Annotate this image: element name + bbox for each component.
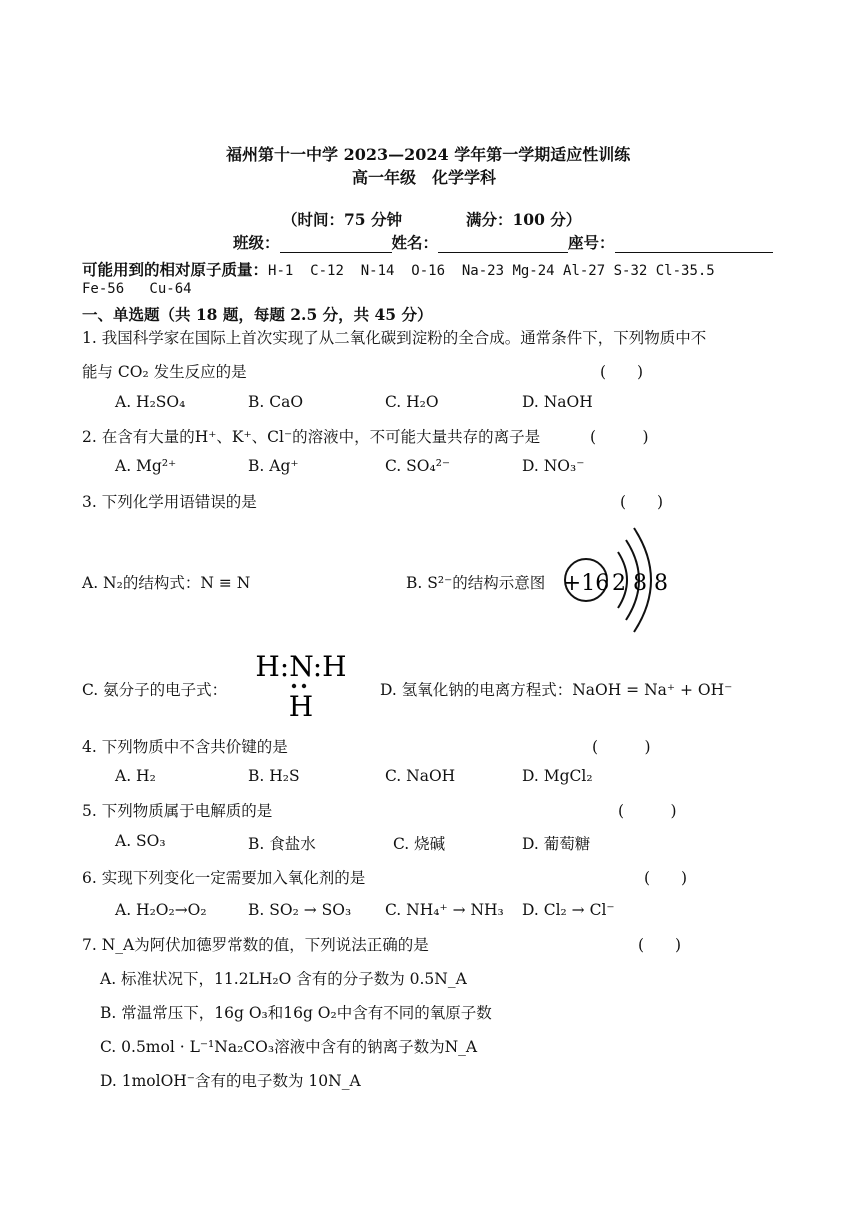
q5-option-a: A. SO₃ (115, 832, 166, 850)
q3-option-a: A. N₂的结构式：N ≡ N (82, 574, 251, 592)
q3-option-c: C. 氨分子的电子式： (82, 681, 228, 699)
q6-answer-paren: ( ) (644, 869, 688, 887)
q5-option-b: B. 食盐水 (248, 835, 316, 853)
q7-option-a: A. 标准状况下，11.2LH₂O 含有的分子数为 0.5N_A (100, 970, 467, 988)
q3-option-d: D. 氢氧化钠的电离方程式：NaOH = Na⁺ + OH⁻ (380, 681, 733, 699)
q2-answer-paren: ( ) (590, 428, 649, 446)
atomic-mass-label: 可能用到的相对原子质量： (82, 260, 269, 279)
q6-option-b: B. SO₂ → SO₃ (248, 901, 352, 919)
student-info-row (233, 231, 773, 253)
q7-stem: 7. N_A为阿伏加德罗常数的值，下列说法正确的是 (82, 936, 429, 954)
q6-stem: 6. 实现下列变化一定需要加入氧化剂的是 (82, 869, 366, 887)
q3-stem: 3. 下列化学用语错误的是 (82, 493, 257, 511)
q1-answer-paren: ( ) (600, 363, 644, 381)
q4-option-a: A. H₂ (115, 767, 156, 785)
q1-option-b: B. CaO (248, 393, 304, 411)
atomic-mass-line1: H-1 C-12 N-14 O-16 Na-23 Mg-24 Al-27 S-32 Cl-35.5 (268, 263, 715, 279)
section-heading: 一、单选题（共 18 题，每题 2.5 分，共 45 分） (82, 305, 433, 324)
seat-label: 座号： (568, 233, 615, 252)
q6-option-d: D. Cl₂ → Cl⁻ (522, 901, 615, 919)
q5-stem: 5. 下列物质属于电解质的是 (82, 802, 273, 820)
q5-option-d: D. 葡萄糖 (522, 835, 591, 853)
time-limit: （时间：75 分钟 (282, 210, 402, 229)
atomic-mass-row (82, 258, 715, 280)
nucleus-charge: +16 (562, 571, 610, 596)
q5-answer-paren: ( ) (618, 802, 677, 820)
lone-pair-dot (302, 684, 306, 688)
lewis-bottom-h: H (288, 690, 314, 720)
lewis-main-row: H:N:H (255, 650, 347, 683)
q4-answer-paren: ( ) (592, 738, 651, 756)
q5-option-c: C. 烧碱 (393, 835, 446, 853)
q2-option-b: B. Ag⁺ (248, 457, 299, 475)
shell-electrons: 2 8 8 (612, 571, 668, 596)
name-blank[interactable] (438, 236, 568, 253)
full-score: 满分：100 分） (466, 210, 582, 229)
q1-stem-line1: 1. 我国科学家在国际上首次实现了从二氧化碳到淀粉的全合成。通常条件下，下列物质中不 (82, 329, 707, 347)
q1-stem-line2: 能与 CO₂ 发生反应的是 (82, 363, 247, 381)
lone-pair-dot (292, 684, 296, 688)
q6-option-c: C. NH₄⁺ → NH₃ (385, 901, 504, 919)
q2-option-c: C. SO₄²⁻ (385, 457, 451, 475)
name-label: 姓名： (391, 233, 439, 252)
q7-answer-paren: ( ) (638, 936, 682, 954)
q2-stem: 2. 在含有大量的H⁺、K⁺、Cl⁻的溶液中，不可能大量共存的离子是 (82, 428, 541, 446)
sulfide-ion-structure-diagram (560, 518, 670, 640)
q7-option-d: D. 1molOH⁻含有的电子数为 10N_A (100, 1072, 361, 1090)
seat-blank[interactable] (615, 236, 773, 253)
class-blank[interactable] (280, 236, 392, 253)
q1-option-a: A. H₂SO₄ (115, 393, 186, 411)
q4-option-c: C. NaOH (385, 767, 456, 785)
q2-option-a: A. Mg²⁺ (115, 457, 177, 475)
q6-option-a: A. H₂O₂→O₂ (115, 901, 207, 919)
q1-option-d: D. NaOH (522, 393, 593, 411)
q4-stem: 4. 下列物质中不含共价键的是 (82, 738, 288, 756)
q2-option-d: D. NO₃⁻ (522, 457, 585, 475)
class-label: 班级： (233, 233, 280, 252)
q1-option-c: C. H₂O (385, 393, 439, 411)
exam-title: 福州第十一中学 2023—2024 学年第一学期适应性训练 (226, 145, 631, 164)
q3-option-b: B. S²⁻的结构示意图 (406, 574, 546, 592)
q7-option-c: C. 0.5mol · L⁻¹Na₂CO₃溶液中含有的钠离子数为N_A (100, 1038, 478, 1056)
exam-subtitle: 高一年级 化学学科 (352, 168, 497, 187)
ammonia-lewis-structure (246, 650, 356, 720)
q4-option-d: D. MgCl₂ (522, 767, 593, 785)
q3-answer-paren: ( ) (620, 493, 664, 511)
atomic-mass-line2: Fe-56 Cu-64 (82, 281, 192, 297)
q7-option-b: B. 常温常压下，16g O₃和16g O₂中含有不同的氧原子数 (100, 1004, 492, 1022)
q4-option-b: B. H₂S (248, 767, 300, 785)
